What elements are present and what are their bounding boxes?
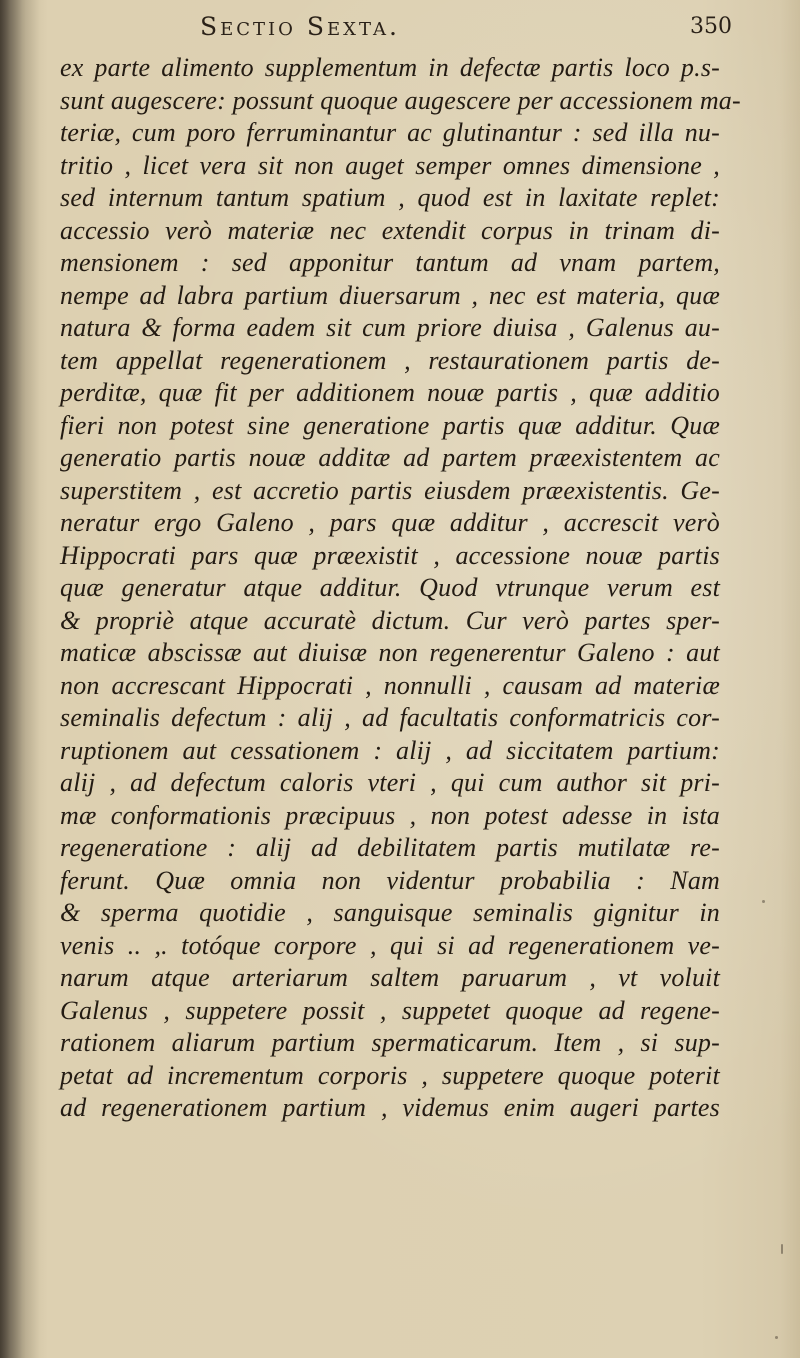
page-header	[200, 8, 760, 48]
text-line: alij , ad defectum caloris vteri , qui cum author sit pri-	[60, 768, 720, 797]
text-line: fieri non potest sine generatione partis quæ additur. Quæ	[60, 410, 720, 440]
text-line: mæ conformationis præcipuus , non potest adesse in ista	[60, 800, 720, 830]
text-line: regeneratione : alij ad debilitatem partis mutilatæ re-	[60, 833, 720, 862]
text-line: ferunt. Quæ omnia non videntur probabilia : Nam	[60, 865, 720, 895]
text-line: ex parte alimento supplementum in defectæ partis loco p.s-	[60, 53, 720, 82]
text-line: Hippocrati pars quæ præexistit , accessione nouæ partis	[60, 540, 720, 570]
text-line: teriæ, cum poro ferruminantur ac glutinantur : sed illa nu-	[60, 118, 720, 147]
binding-gutter-shadow	[0, 0, 40, 1358]
text-line: generatio partis nouæ additæ ad partem præexistentem ac	[60, 443, 720, 472]
text-line: & sperma quotidie , sanguisque seminalis gignitur in	[60, 898, 720, 927]
text-line: non accrescant Hippocrati , nonnulli , causam ad materiæ	[60, 670, 720, 700]
text-line: sed internum tantum spatium , quod est in laxitate replet:	[60, 183, 720, 212]
text-line: accessio verò materiæ nec extendit corpus in trinam di-	[60, 215, 720, 245]
text-line: ruptionem aut cessationem : alij , ad siccitatem partium:	[60, 735, 720, 765]
text-line: maticæ abscissæ aut diuisæ non regenerentur Galeno : aut	[60, 638, 720, 667]
text-line: tritio , licet vera sit non auget semper omnes dimensione ,	[60, 150, 720, 180]
text-line: rationem aliarum partium spermaticarum. Item , si sup-	[60, 1028, 720, 1057]
text-line: mensionem : sed apponitur tantum ad vnam partem,	[60, 248, 720, 277]
text-line: perditæ, quæ fit per additionem nouæ partis , quæ additio	[60, 378, 720, 407]
text-line: venis .. ,. totóque corpore , qui si ad regenerationem ve-	[60, 930, 720, 960]
text-line: superstitem , est accretio partis eiusdem præexistentis. Ge-	[60, 475, 720, 505]
paper-speck	[781, 1244, 783, 1254]
text-line: quæ generatur atque additur. Quod vtrunque verum est	[60, 573, 720, 602]
text-line: narum atque arteriarum saltem paruarum , vt voluit	[60, 963, 720, 992]
paper-speck	[775, 1336, 778, 1339]
text-line: nempe ad labra partium diuersarum , nec est materia, quæ	[60, 280, 720, 310]
body-text	[60, 52, 741, 1125]
page-number: 350	[690, 14, 732, 39]
text-line: tem appellat regenerationem , restaurationem partis de-	[60, 345, 720, 375]
text-line: natura & forma eadem sit cum priore diuisa , Galenus au-	[60, 313, 720, 342]
text-line: neratur ergo Galeno , pars quæ additur , accrescit verò	[60, 508, 720, 537]
text-line: seminalis defectum : alij , ad facultatis conformatricis cor-	[60, 703, 720, 732]
text-line: & propriè atque accuratè dictum. Cur verò partes sper-	[60, 605, 720, 635]
running-head: Sectio Sexta.	[200, 12, 400, 41]
paper-speck	[762, 900, 765, 903]
text-line: ad regenerationem partium , videmus enim augeri partes	[60, 1093, 720, 1122]
text-line: petat ad incrementum corporis , suppetere quoque poterit	[60, 1060, 720, 1090]
text-line: Galenus , suppetere possit , suppetet quoque ad regene-	[60, 995, 720, 1025]
text-line: sunt augescere: possunt quoque augescere per accessionem ma-	[60, 85, 741, 115]
